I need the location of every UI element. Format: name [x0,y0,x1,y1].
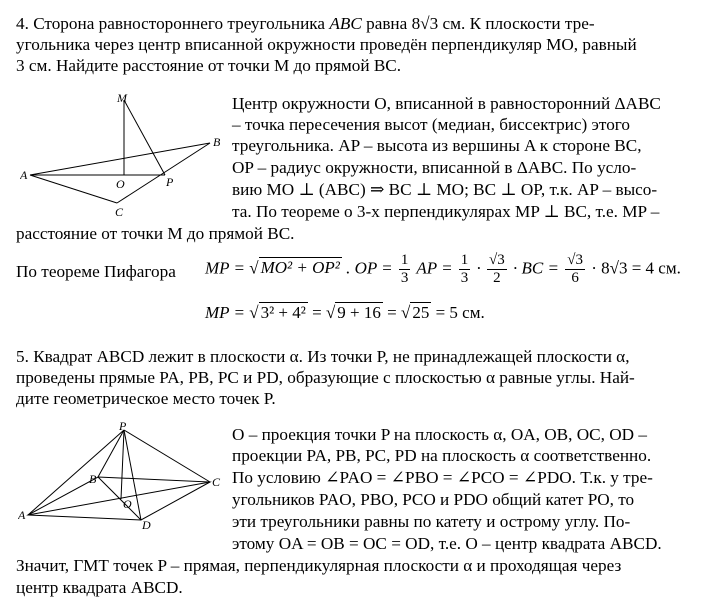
f1-radicand: MO² + OP² [260,258,340,278]
f1-sqrt-sign: √ [249,258,259,278]
formula-2 [205,303,485,323]
f1-frac-1-3 [399,252,411,287]
label-p5-d: D [142,518,151,532]
f1-num-r3b: √3 [567,252,583,268]
p5-sol1: O – проекция точки P на плоскость α, OA, OB, OC, OD – [232,425,647,444]
label-b: B [213,135,221,149]
f1-den-6: 6 [571,270,579,286]
p4-sol6: та. По теореме о 3-х перпендикулярах MP ⊥ BC, т.е. MP – [232,202,660,221]
p5-sol6: этому OA = OB = OC = OD, т.е. O – центр квадрата ABCD. [232,534,662,553]
p5-line1: 5. Квадрат ABCD лежит в плоскости α. Из точки P, не принадлежащей плоскости α, [16,347,630,366]
edge-mp [124,100,165,175]
formula-1 [205,252,681,287]
figure-pyramid [18,420,233,532]
edge-pa [28,430,124,515]
p4-line2: угольника через центр вписанной окружности проведён перпендикуляр MO, равный [16,35,637,54]
f1-num-r3: √3 [489,252,505,268]
f1-bc: · BC = [513,258,559,278]
f1-num: 1 [400,252,409,268]
p5-sol5: эти треугольники равны по катету и острому углу. По- [232,512,631,531]
p4-line1-c: равна [366,14,408,33]
f1-mp: MP = [205,258,245,278]
p4-sol1: Центр окружности O, вписанной в равносторонний ΔABC [232,94,661,113]
f2-tail: = 5 см. [435,303,485,322]
p5-sol8: центр квадрата ABCD. [16,578,183,597]
f1-ap: AP = [416,258,453,278]
f1-num-b: 1 [460,252,469,268]
f2-radicand-1: 3² + 4² [260,303,306,322]
p4-line1-e: см. К плоскости тре- [442,14,595,33]
f1-op: . OP = [346,258,393,278]
label-m: M [117,91,127,105]
f1-frac-r3-2 [487,252,507,287]
edge-pc [124,430,210,482]
label-c: C [115,205,124,219]
f1-dot: · [476,258,481,278]
f2-eq: = [312,303,322,322]
f2-sqrt-2: √ [325,303,336,322]
pyth-label: По теореме Пифагора [16,262,176,281]
p4-sol7: расстояние от точки M до прямой BC. [16,224,295,243]
f2-sqrt-1: √ [249,303,259,322]
p4-sol4: OP – радиус окружности, вписанной в ΔABC. По усло- [232,158,637,177]
edge-ac [30,175,117,203]
f1-frac-r3-6 [565,252,585,287]
label-p5-o: O [123,497,132,511]
label-p: P [166,175,174,189]
edge-po [121,430,124,499]
f2-radicand-2: 9 + 16 [337,303,381,322]
p4-sol3: треугольника. AP – высота из вершины A к стороне BC, [232,136,642,155]
f2-sqrt-3: √ [400,303,411,322]
p5-sol2: проекции PA, PB, PC, PD на плоскость α соответственно. [232,446,652,465]
p5-sol3: По условию ∠PAO = ∠PBO = ∠PCO = ∠PDO. Т.к. у тре- [232,468,653,487]
p4-sol5: вию MO ⊥ (ABC) ⇒ BC ⊥ MO; BC ⊥ OP, т.к. AP – высо- [232,180,658,199]
f1-den: 3 [400,270,409,286]
p5-line2: проведены прямые PA, PB, PC и PD, образующие с плоскостью α равные углы. Най- [16,368,635,387]
p5-line3: дите геометрическое место точек P. [16,389,276,408]
p4-line1 [16,14,595,34]
p4-line1-d: 8√3 [411,14,439,33]
label-p5-c: C [212,475,221,489]
f1-den-2: 2 [493,270,501,286]
edge-pb [98,430,124,477]
f2-eq2: = [387,303,397,322]
p4-line1-a: 4. Сторона равностороннего треугольника [16,14,326,33]
edge-ab [30,143,210,175]
p5-sol4: угольников PAO, PBO, PCO и PDO общий катет PO, то [232,490,635,509]
f1-tail: · 8√3 = 4 см. [591,258,681,278]
f2-radicand-3: 25 [412,303,430,322]
f2-mp: MP = [205,303,245,322]
figure-triangle-mo [20,88,230,223]
label-p5-b: B [89,472,97,486]
f1-den-b: 3 [460,270,469,286]
label-a: A [20,168,28,182]
label-o: O [116,177,125,191]
p5-sol7: Значит, ГМТ точек P – прямая, перпендикулярная плоскости α и проходящая через [16,556,622,575]
p4-sol2: – точка пересечения высот (медиан, биссектрис) этого [232,115,630,134]
label-p5-p: P [119,420,127,433]
label-p5-a: A [18,508,26,522]
p4-line1-b: ABC [329,14,362,33]
p4-line3: 3 см. Найдите расстояние от точки M до прямой BC. [16,56,402,75]
f1-frac-1-3b [459,252,471,287]
